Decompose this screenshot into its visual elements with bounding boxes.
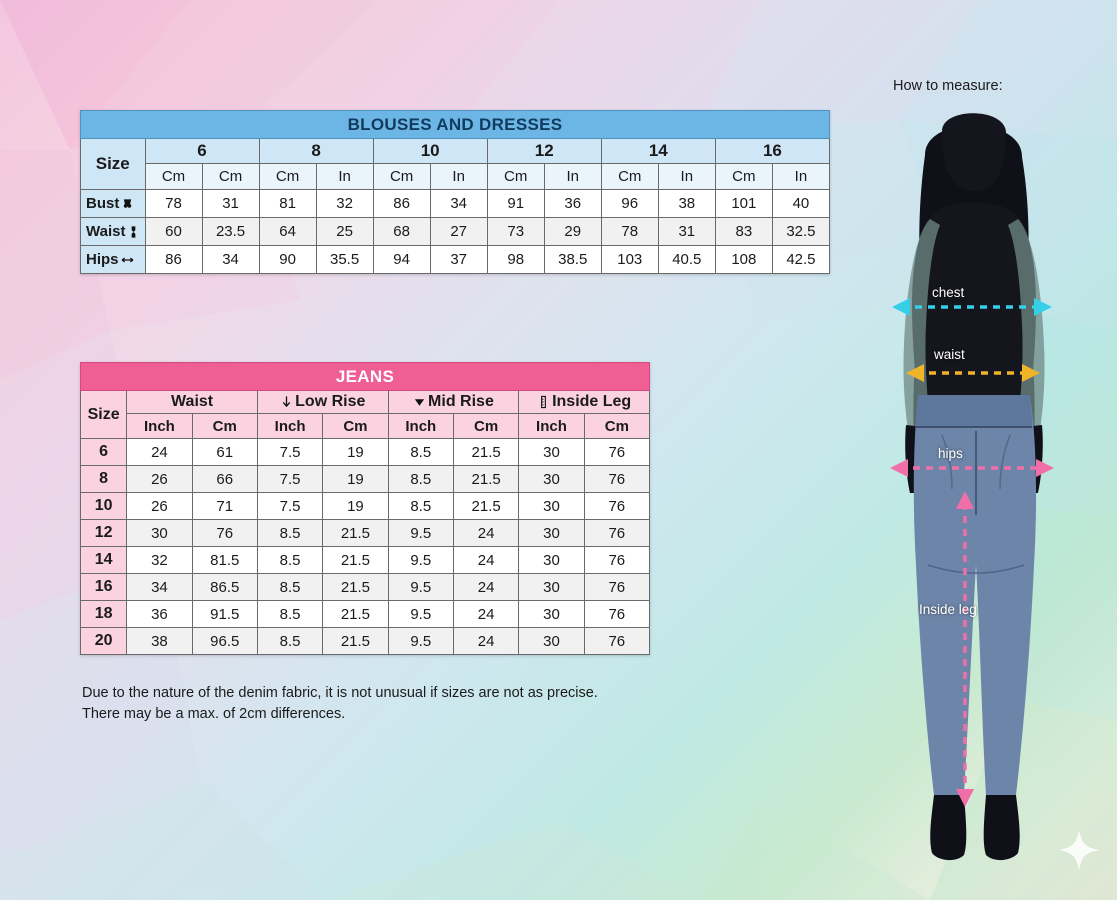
blouses-row-label-text: Bust xyxy=(86,195,120,212)
jeans-unit-cell: Cm xyxy=(192,414,257,439)
table-cell: 76 xyxy=(584,493,649,520)
table-cell: 21.5 xyxy=(323,574,388,601)
table-cell: 21.5 xyxy=(453,466,518,493)
table-cell: 86 xyxy=(373,190,430,218)
blouses-unit-cell: Cm xyxy=(373,164,430,190)
table-cell: 32 xyxy=(127,547,192,574)
jeans-group-label: Inside Leg xyxy=(552,393,632,410)
blouses-and-dresses-table xyxy=(80,110,830,274)
blouses-unit-cell: Cm xyxy=(715,164,772,190)
blouses-size-14: 14 xyxy=(601,139,715,164)
table-cell: 19 xyxy=(323,466,388,493)
table-cell: 38 xyxy=(127,628,192,655)
blouses-unit-cell: Cm xyxy=(202,164,259,190)
table-cell: 31 xyxy=(202,190,259,218)
measurement-figure xyxy=(830,95,1117,885)
table-cell: 30 xyxy=(127,520,192,547)
jeans-unit-cell: Cm xyxy=(453,414,518,439)
table-cell: 91.5 xyxy=(192,601,257,628)
table-row xyxy=(81,246,830,274)
table-cell: 40 xyxy=(772,190,829,218)
table-cell: 27 xyxy=(430,218,487,246)
table-cell: 30 xyxy=(519,520,584,547)
table-cell: 60 xyxy=(145,218,202,246)
jeans-group-inside-leg xyxy=(519,391,650,414)
table-cell: 86 xyxy=(145,246,202,274)
jeans-row-size: 14 xyxy=(81,547,127,574)
table-row xyxy=(81,493,650,520)
table-cell: 30 xyxy=(519,493,584,520)
blouses-title: BLOUSES AND DRESSES xyxy=(81,111,830,139)
table-cell: 76 xyxy=(584,601,649,628)
table-cell: 101 xyxy=(715,190,772,218)
table-cell: 91 xyxy=(487,190,544,218)
jeans-size-label: Size xyxy=(81,391,127,439)
table-cell: 66 xyxy=(192,466,257,493)
blouses-unit-cell: In xyxy=(772,164,829,190)
table-cell: 19 xyxy=(323,439,388,466)
table-cell: 76 xyxy=(584,439,649,466)
table-cell: 37 xyxy=(430,246,487,274)
table-cell: 86.5 xyxy=(192,574,257,601)
blouses-size-16: 16 xyxy=(715,139,829,164)
table-cell: 40.5 xyxy=(658,246,715,274)
jeans-group-waist xyxy=(127,391,258,414)
blouses-unit-cell: In xyxy=(658,164,715,190)
blouses-size-header-row xyxy=(81,139,830,164)
jeans-row-size: 18 xyxy=(81,601,127,628)
table-cell: 24 xyxy=(453,601,518,628)
jeans-group-label: Mid Rise xyxy=(428,393,494,410)
table-cell: 21.5 xyxy=(323,520,388,547)
table-cell: 26 xyxy=(127,493,192,520)
table-cell: 9.5 xyxy=(388,520,453,547)
table-cell: 21.5 xyxy=(453,439,518,466)
ruler-icon xyxy=(537,395,550,409)
table-cell: 30 xyxy=(519,439,584,466)
table-cell: 76 xyxy=(584,628,649,655)
blouses-unit-cell: Cm xyxy=(259,164,316,190)
table-cell: 76 xyxy=(584,520,649,547)
table-row xyxy=(81,574,650,601)
table-cell: 32.5 xyxy=(772,218,829,246)
jeans-row-size: 8 xyxy=(81,466,127,493)
chest-label: chest xyxy=(932,285,965,300)
blouses-row-label-text: Hips xyxy=(86,251,119,268)
blouses-unit-cell: In xyxy=(544,164,601,190)
blouses-size-label: Size xyxy=(81,139,146,190)
table-cell: 32 xyxy=(316,190,373,218)
table-cell: 61 xyxy=(192,439,257,466)
table-cell: 34 xyxy=(430,190,487,218)
table-cell: 21.5 xyxy=(323,628,388,655)
waist-icon xyxy=(127,225,140,239)
table-row xyxy=(81,439,650,466)
table-cell: 9.5 xyxy=(388,628,453,655)
blouses-size-6: 6 xyxy=(145,139,259,164)
table-cell: 8.5 xyxy=(388,466,453,493)
blouses-size-12: 12 xyxy=(487,139,601,164)
table-cell: 30 xyxy=(519,466,584,493)
table-cell: 24 xyxy=(453,547,518,574)
table-cell: 30 xyxy=(519,547,584,574)
jeans-row-size: 6 xyxy=(81,439,127,466)
table-row xyxy=(81,520,650,547)
table-cell: 78 xyxy=(145,190,202,218)
blouses-unit-cell: In xyxy=(316,164,373,190)
jeans-unit-cell: Inch xyxy=(519,414,584,439)
table-cell: 64 xyxy=(259,218,316,246)
table-cell: 7.5 xyxy=(257,493,322,520)
table-cell: 71 xyxy=(192,493,257,520)
table-cell: 68 xyxy=(373,218,430,246)
table-cell: 21.5 xyxy=(453,493,518,520)
table-cell: 9.5 xyxy=(388,601,453,628)
figure-jeans xyxy=(914,395,1036,795)
table-cell: 78 xyxy=(601,218,658,246)
table-cell: 98 xyxy=(487,246,544,274)
table-row xyxy=(81,601,650,628)
jeans-group-label: Low Rise xyxy=(295,393,366,410)
denim-note xyxy=(82,683,722,725)
bust-icon xyxy=(121,197,134,211)
table-cell: 8.5 xyxy=(257,547,322,574)
jeans-group-mid-rise xyxy=(388,391,519,414)
table-cell: 21.5 xyxy=(323,601,388,628)
table-cell: 26 xyxy=(127,466,192,493)
table-cell: 19 xyxy=(323,493,388,520)
table-cell: 30 xyxy=(519,628,584,655)
table-cell: 34 xyxy=(127,574,192,601)
table-row xyxy=(81,190,830,218)
table-cell: 96.5 xyxy=(192,628,257,655)
table-cell: 38 xyxy=(658,190,715,218)
table-cell: 8.5 xyxy=(257,520,322,547)
table-cell: 24 xyxy=(453,520,518,547)
table-cell: 96 xyxy=(601,190,658,218)
table-cell: 30 xyxy=(519,601,584,628)
down-triangle-icon xyxy=(413,395,426,409)
jeans-unit-cell: Inch xyxy=(388,414,453,439)
table-cell: 36 xyxy=(544,190,601,218)
table-cell: 103 xyxy=(601,246,658,274)
jeans-group-label: Waist xyxy=(171,393,214,410)
blouses-size-8: 8 xyxy=(259,139,373,164)
table-row xyxy=(81,547,650,574)
table-cell: 25 xyxy=(316,218,373,246)
jeans-unit-cell: Cm xyxy=(323,414,388,439)
hips-label: hips xyxy=(938,446,963,461)
jeans-row-size: 12 xyxy=(81,520,127,547)
table-cell: 31 xyxy=(658,218,715,246)
how-to-measure-label: How to measure: xyxy=(893,78,1003,94)
table-cell: 73 xyxy=(487,218,544,246)
table-cell: 76 xyxy=(584,574,649,601)
table-cell: 76 xyxy=(192,520,257,547)
table-cell: 30 xyxy=(519,574,584,601)
table-cell: 90 xyxy=(259,246,316,274)
table-cell: 21.5 xyxy=(323,547,388,574)
table-cell: 42.5 xyxy=(772,246,829,274)
table-cell: 38.5 xyxy=(544,246,601,274)
jeans-unit-cell: Cm xyxy=(584,414,649,439)
denim-note-line-2: There may be a max. of 2cm differences. xyxy=(82,706,346,723)
blouses-row-label-hips xyxy=(81,246,146,274)
jeans-row-size: 20 xyxy=(81,628,127,655)
jeans-table xyxy=(80,362,650,655)
table-cell: 94 xyxy=(373,246,430,274)
table-cell: 29 xyxy=(544,218,601,246)
table-cell: 36 xyxy=(127,601,192,628)
blouses-size-10: 10 xyxy=(373,139,487,164)
down-arrow-icon xyxy=(280,395,293,409)
table-cell: 34 xyxy=(202,246,259,274)
figure-feet xyxy=(930,795,1019,860)
table-row xyxy=(81,218,830,246)
table-cell: 8.5 xyxy=(257,574,322,601)
blouses-row-label-text: Waist xyxy=(86,223,126,240)
table-cell: 23.5 xyxy=(202,218,259,246)
table-cell: 9.5 xyxy=(388,547,453,574)
blouses-unit-cell: Cm xyxy=(487,164,544,190)
jeans-unit-cell: Inch xyxy=(127,414,192,439)
table-cell: 7.5 xyxy=(257,439,322,466)
blouses-unit-cell: In xyxy=(430,164,487,190)
table-cell: 8.5 xyxy=(257,601,322,628)
jeans-row-size: 10 xyxy=(81,493,127,520)
table-cell: 8.5 xyxy=(388,493,453,520)
table-cell: 81 xyxy=(259,190,316,218)
table-cell: 24 xyxy=(127,439,192,466)
blouses-row-label-bust xyxy=(81,190,146,218)
table-cell: 24 xyxy=(453,628,518,655)
jeans-group-low-rise xyxy=(257,391,388,414)
jeans-row-size: 16 xyxy=(81,574,127,601)
table-cell: 81.5 xyxy=(192,547,257,574)
table-cell: 35.5 xyxy=(316,246,373,274)
jeans-unit-row xyxy=(81,414,650,439)
inside-leg-label: Inside leg xyxy=(919,602,977,617)
table-cell: 76 xyxy=(584,547,649,574)
table-cell: 83 xyxy=(715,218,772,246)
blouses-unit-row xyxy=(81,164,830,190)
sparkle-icon xyxy=(1057,828,1101,872)
blouses-unit-cell: Cm xyxy=(145,164,202,190)
table-row xyxy=(81,628,650,655)
table-cell: 24 xyxy=(453,574,518,601)
table-cell: 108 xyxy=(715,246,772,274)
jeans-group-header-row xyxy=(81,391,650,414)
waist-label: waist xyxy=(934,347,965,362)
table-cell: 8.5 xyxy=(257,628,322,655)
blouses-unit-cell: Cm xyxy=(601,164,658,190)
table-cell: 76 xyxy=(584,466,649,493)
table-cell: 8.5 xyxy=(388,439,453,466)
hips-icon xyxy=(121,253,134,267)
jeans-unit-cell: Inch xyxy=(257,414,322,439)
table-row xyxy=(81,466,650,493)
blouses-row-label-waist xyxy=(81,218,146,246)
table-cell: 9.5 xyxy=(388,574,453,601)
table-cell: 7.5 xyxy=(257,466,322,493)
jeans-title: JEANS xyxy=(81,363,650,391)
denim-note-line-1: Due to the nature of the denim fabric, it is not unusual if sizes are not as precise. xyxy=(82,685,598,701)
